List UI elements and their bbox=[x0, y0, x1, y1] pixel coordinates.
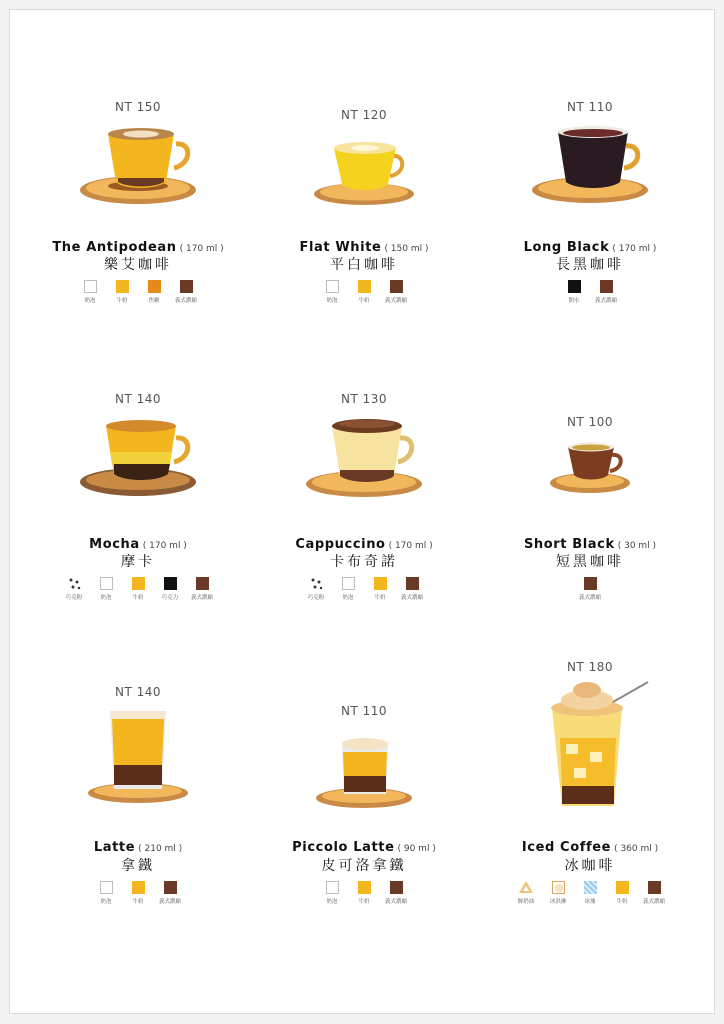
ingredient-label: 巧克力 bbox=[161, 595, 179, 601]
price: NT 100 bbox=[566, 415, 614, 429]
ingredient-label: 牛奶 bbox=[132, 595, 144, 601]
item-name: Flat White bbox=[299, 240, 382, 255]
price: NT 140 bbox=[114, 685, 162, 699]
ingredient-label: 義式濃縮 bbox=[642, 899, 665, 905]
item-volume: ( 360 ml ) bbox=[614, 844, 659, 854]
item-name: Short Black bbox=[523, 537, 615, 552]
item-name-zh: 摩卡 bbox=[121, 554, 155, 570]
ingredient-item bbox=[546, 881, 570, 906]
ingredient-label: 牛奶 bbox=[616, 899, 628, 905]
ingredient-legend bbox=[472, 881, 708, 906]
item-name-zh: 樂艾咖啡 bbox=[104, 257, 172, 273]
ingredient-item bbox=[642, 881, 666, 906]
ingredient-label: 奶泡 bbox=[100, 899, 112, 905]
item-name-zh: 拿鐵 bbox=[121, 858, 155, 874]
ingredient-label: 冰淇淋 bbox=[549, 899, 567, 905]
ingredient-label: 義式濃縮 bbox=[384, 899, 407, 905]
latte-glass-illustration bbox=[78, 705, 198, 815]
ingredient-label: 義式濃縮 bbox=[384, 298, 407, 304]
price: NT 130 bbox=[340, 392, 388, 406]
item-name: Latte bbox=[93, 840, 136, 855]
ingredient-swatch bbox=[584, 881, 597, 894]
ingredient-item bbox=[578, 881, 602, 906]
ingredient-item bbox=[320, 881, 344, 906]
item-volume: ( 170 ml ) bbox=[142, 541, 187, 551]
ingredient-swatch bbox=[648, 881, 661, 894]
ingredient-label: 巧克粉 bbox=[65, 595, 83, 601]
ingredient-item bbox=[94, 881, 118, 906]
ingredient-label: 牛奶 bbox=[132, 899, 144, 905]
ingredient-label: 義式濃縮 bbox=[400, 595, 423, 601]
price: NT 120 bbox=[340, 108, 388, 122]
ingredient-label: 牛奶 bbox=[358, 899, 370, 905]
menu-item-iced-coffee bbox=[472, 10, 708, 940]
ingredient-label: 巧克粉 bbox=[307, 595, 325, 601]
item-volume: ( 170 ml ) bbox=[179, 244, 224, 254]
ingredient-item bbox=[384, 881, 408, 906]
iced-coffee-glass-illustration bbox=[524, 678, 656, 818]
item-volume: ( 30 ml ) bbox=[617, 541, 657, 551]
ingredient-label: 焦糖 bbox=[148, 298, 160, 304]
ingredient-label: 義式濃縮 bbox=[594, 298, 617, 304]
price: NT 140 bbox=[114, 392, 162, 406]
ingredient-label: 奶泡 bbox=[326, 298, 338, 304]
ingredient-swatch bbox=[164, 881, 177, 894]
item-name-zh: 冰咖啡 bbox=[564, 858, 616, 874]
ingredient-label: 義式濃縮 bbox=[174, 298, 197, 304]
ingredient-swatch bbox=[326, 881, 339, 894]
item-name: The Antipodean bbox=[52, 240, 177, 255]
item-name: Long Black bbox=[523, 240, 610, 255]
ingredient-swatch bbox=[358, 881, 371, 894]
item-name: Piccolo Latte bbox=[292, 840, 395, 855]
ingredient-swatch bbox=[616, 881, 629, 894]
item-volume: ( 150 ml ) bbox=[384, 244, 429, 254]
item-volume: ( 210 ml ) bbox=[138, 844, 183, 854]
item-name-zh: 短黑咖啡 bbox=[556, 554, 624, 570]
ingredient-label: 義式濃縮 bbox=[578, 595, 601, 601]
ingredient-item bbox=[610, 881, 634, 906]
ingredient-label: 義式濃縮 bbox=[158, 899, 181, 905]
menu-item-piccolo-latte bbox=[246, 10, 482, 940]
ingredient-swatch bbox=[390, 881, 403, 894]
item-name-zh: 卡布奇諾 bbox=[330, 554, 398, 570]
ingredient-label: 鮮奶油 bbox=[517, 899, 535, 905]
ingredient-swatch bbox=[552, 881, 565, 894]
ingredient-item bbox=[158, 881, 182, 906]
ingredient-item bbox=[514, 881, 538, 906]
ingredient-label: 奶泡 bbox=[100, 595, 112, 601]
ingredient-item bbox=[126, 881, 150, 906]
ingredient-label: 奶泡 bbox=[342, 595, 354, 601]
item-name: Mocha bbox=[89, 537, 140, 552]
ingredient-swatch bbox=[100, 881, 113, 894]
ingredient-label: 奶泡 bbox=[326, 899, 338, 905]
ingredient-item bbox=[352, 881, 376, 906]
price: NT 180 bbox=[566, 660, 614, 674]
item-volume: ( 170 ml ) bbox=[388, 541, 433, 551]
item-name: Cappuccino bbox=[295, 537, 386, 552]
ingredient-label: 牛奶 bbox=[358, 298, 370, 304]
item-name-zh: 平白咖啡 bbox=[330, 257, 398, 273]
ingredient-legend bbox=[20, 881, 256, 906]
ingredient-label: 牛奶 bbox=[116, 298, 128, 304]
item-name: Iced Coffee bbox=[521, 840, 612, 855]
price: NT 110 bbox=[566, 100, 614, 114]
item-name-zh: 長黑咖啡 bbox=[556, 257, 624, 273]
menu-item-latte bbox=[20, 10, 256, 940]
ingredient-label: 開水 bbox=[568, 298, 580, 304]
price: NT 110 bbox=[340, 704, 388, 718]
ingredient-legend bbox=[246, 881, 482, 906]
ingredient-label: 冰塊 bbox=[584, 899, 596, 905]
ingredient-label: 義式濃縮 bbox=[190, 595, 213, 601]
item-volume: ( 170 ml ) bbox=[612, 244, 657, 254]
item-name-zh: 皮可洛拿鐵 bbox=[321, 858, 407, 874]
ingredient-swatch bbox=[132, 881, 145, 894]
item-volume: ( 90 ml ) bbox=[397, 844, 436, 854]
price: NT 150 bbox=[114, 100, 162, 114]
ingredient-label: 牛奶 bbox=[374, 595, 386, 601]
ingredient-label: 奶泡 bbox=[84, 298, 96, 304]
ingredient-swatch bbox=[519, 881, 533, 894]
menu-page bbox=[9, 9, 715, 1014]
piccolo-latte-glass-illustration bbox=[304, 726, 424, 836]
